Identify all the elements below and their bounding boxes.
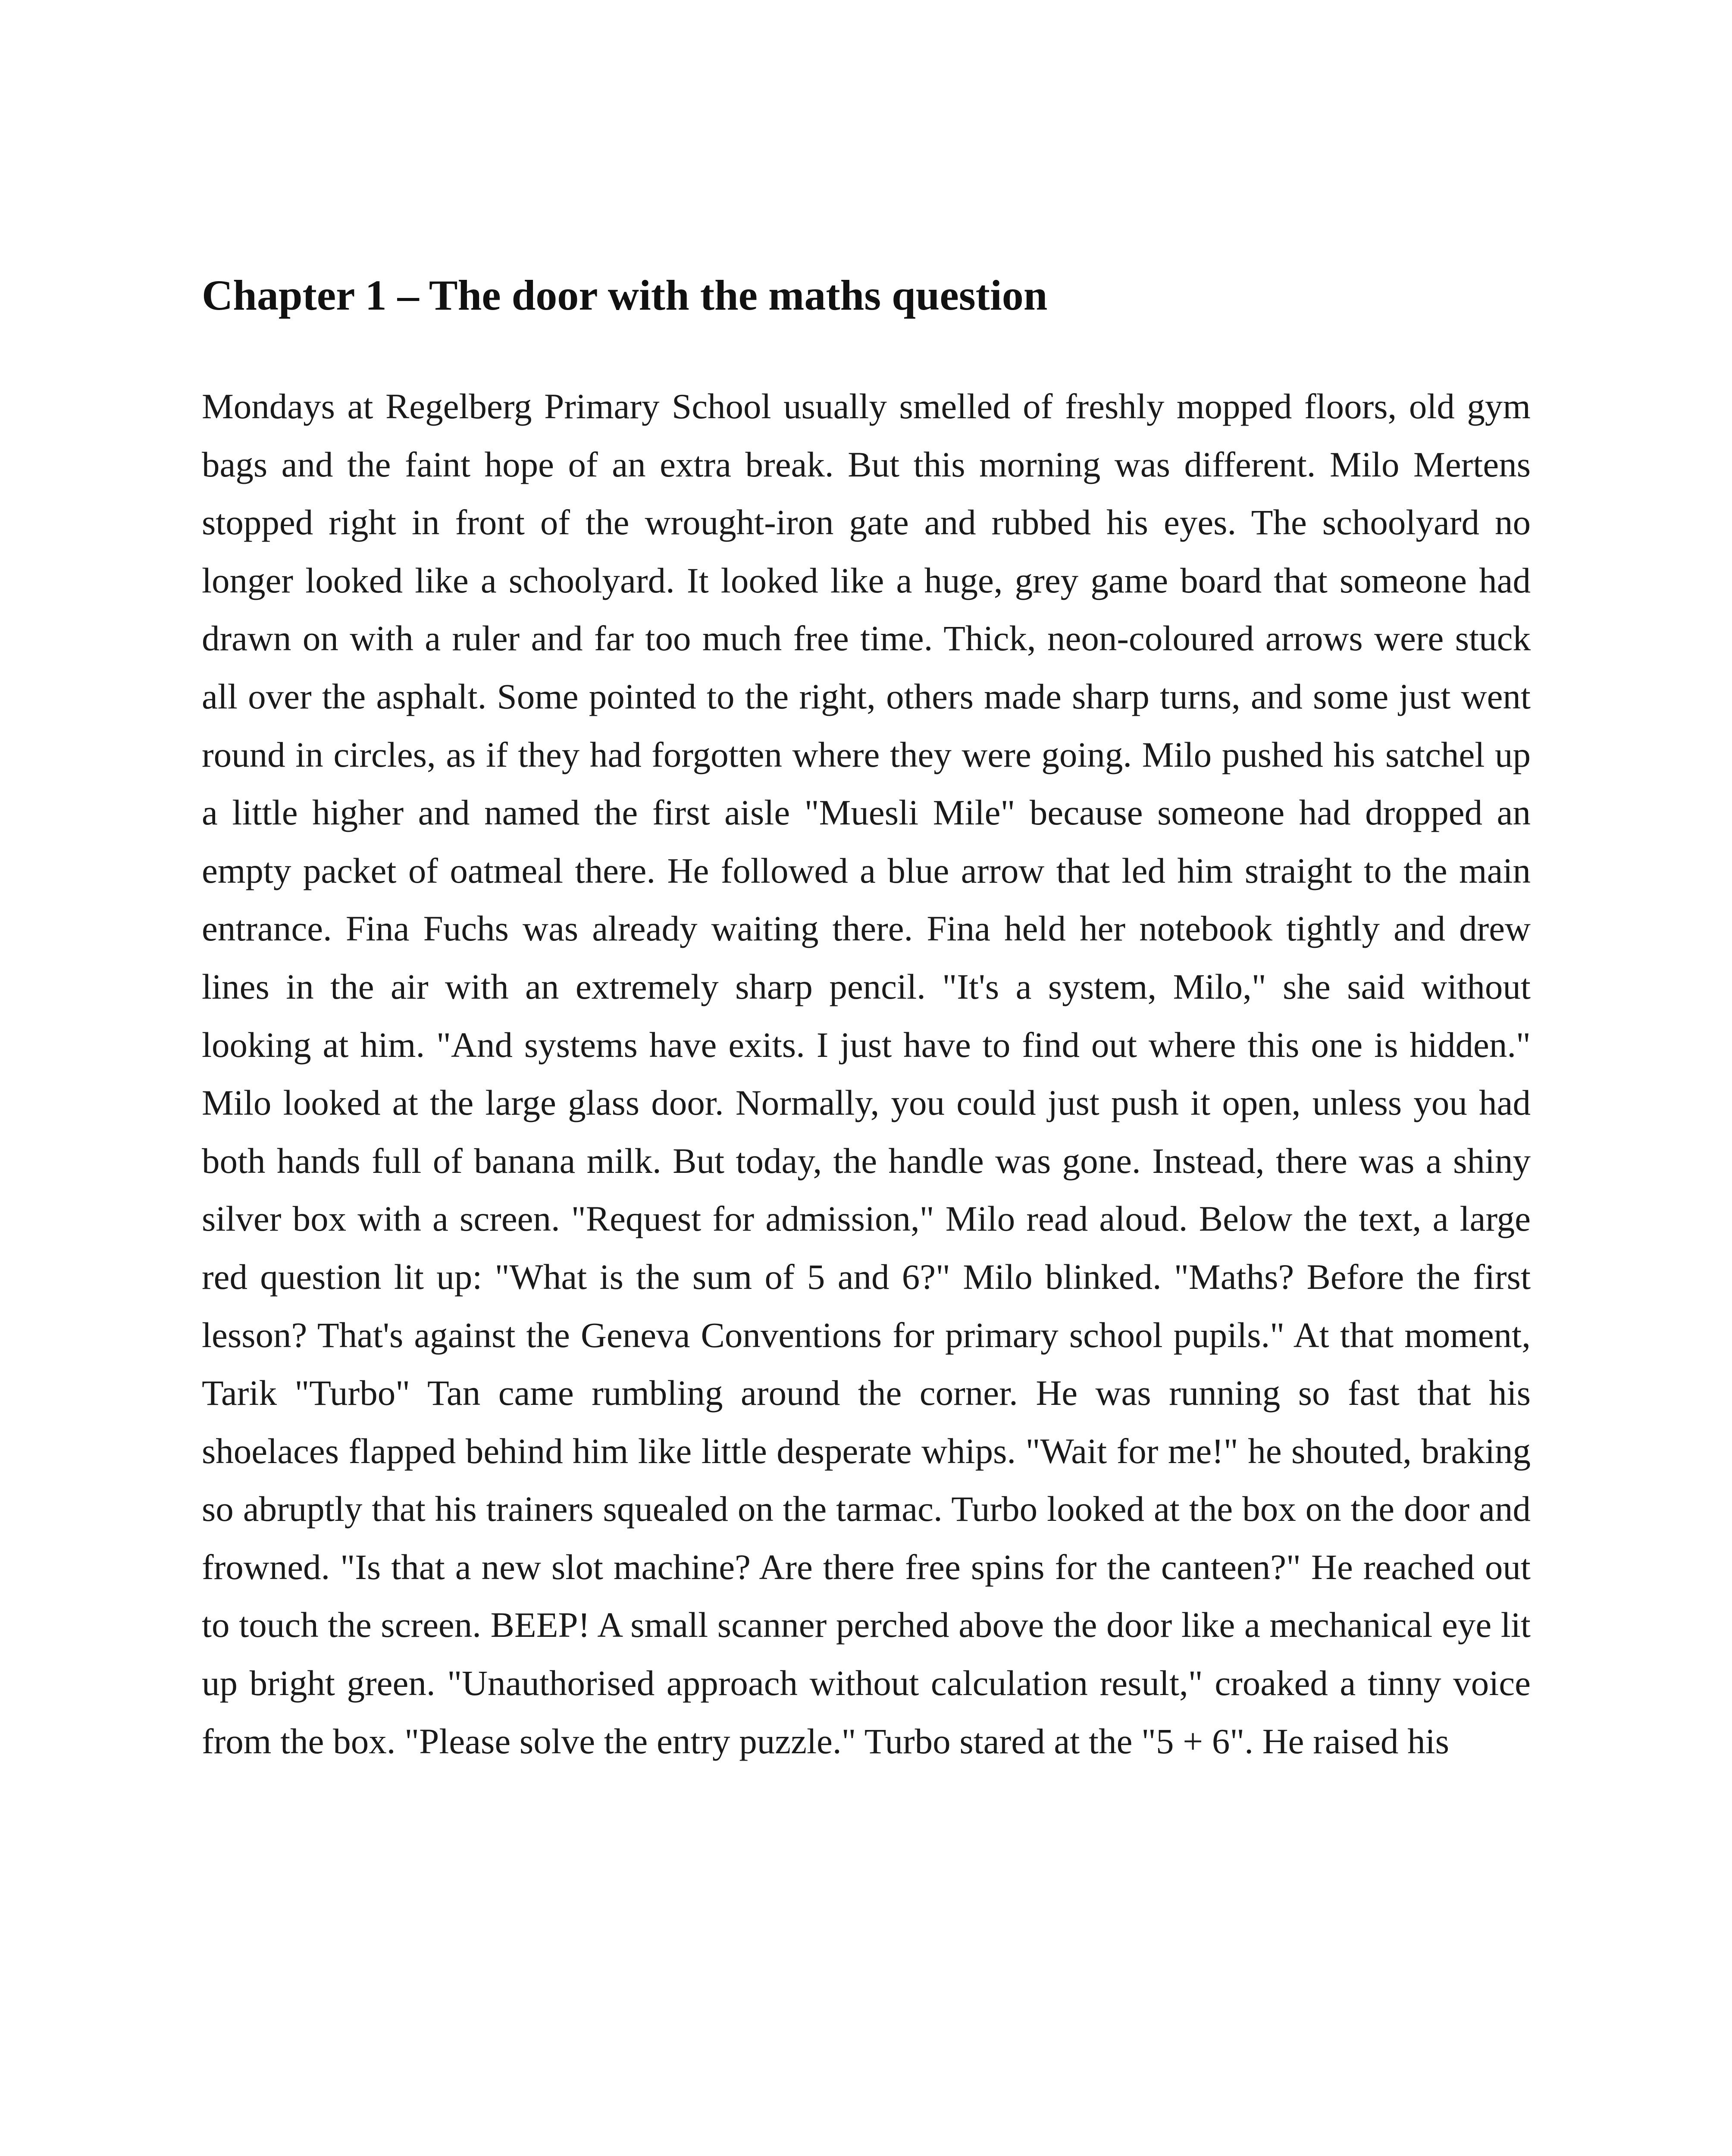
document-page: [202, 267, 1531, 1770]
chapter-title: Chapter 1 – The door with the maths question: [202, 271, 1048, 319]
body-paragraph: Mondays at Regelberg Primary School usually smelled of freshly mopped floors, old gym bags and the faint hope of an extra break. But this morning was different. Milo Mertens stopped right in front of the wrought-iron gate and rubbed his eyes. The schoolyard no longer looked like a schoolyard. It looked like a huge, grey game board that someone had drawn on with a ruler and far too much free time. Thick, neon-coloured arrows were stuck all over the asphalt. Some pointed to the right, others made sharp turns, and some just went round in circles, as if they had forgotten where they were going. Milo pushed his satchel up a little higher and named the first aisle "Muesli Mile" because someone had dropped an empty packet of oatmeal there. He followed a blue arrow that led him straight to the main entrance. Fina Fuchs was already waiting there. Fina held her notebook tightly and drew lines in the air with an extremely sharp pencil. "It's a system, Milo," she said without looking at him. "And systems have exits. I just have to find out where this one is hidden." Milo looked at the large glass door. Normally, you could just push it open, unless you had both hands full of banana milk. But today, the handle was gone. Instead, there was a shiny silver box with a screen. "Request for admission," Milo read aloud. Below the text, a large red question lit up: "What is the sum of 5 and 6?" Milo blinked. "Maths? Before the first lesson? That's against the Geneva Conventions for primary school pupils." At that moment, Tarik "Turbo" Tan came rumbling around the corner. He was running so fast that his shoelaces flapped behind him like little desperate whips. "Wait for me!" he shouted, braking so abruptly that his trainers squealed on the tarmac. Turbo looked at the box on the door and frowned. "Is that a new slot machine? Are there free spins for the canteen?" He reached out to touch the screen. BEEP! A small scanner perched above the door like a mechanical eye lit up bright green. "Unauthorised approach without calculation result," croaked a tinny voice from the box. "Please solve the entry puzzle." Turbo stared at the "5 + 6". He raised his: [202, 386, 1531, 1761]
